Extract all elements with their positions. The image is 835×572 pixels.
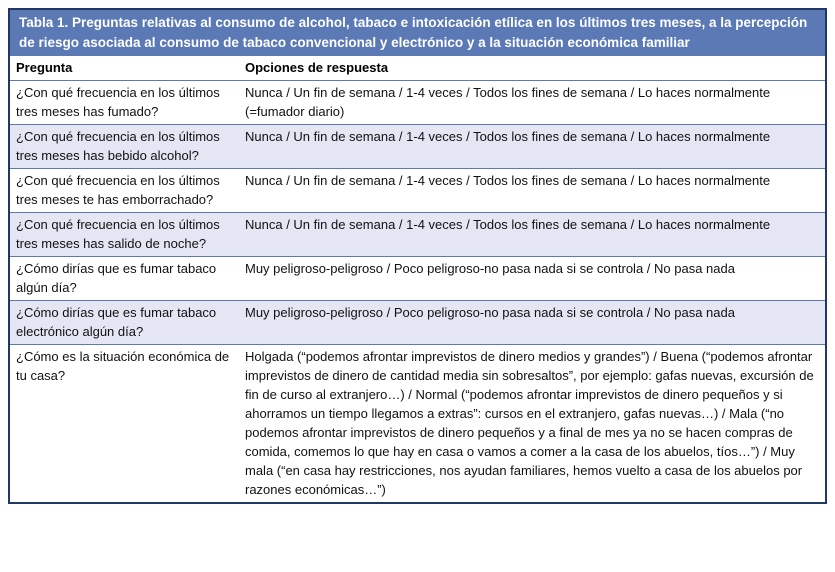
table-row — [10, 213, 825, 257]
question-cell: ¿Cómo dirías que es fumar tabaco algún día? — [10, 257, 239, 301]
question-cell: ¿Con qué frecuencia en los últimos tres meses has salido de noche? — [10, 213, 239, 257]
question-cell: ¿Con qué frecuencia en los últimos tres meses te has emborrachado? — [10, 169, 239, 213]
options-cell: Muy peligroso-peligroso / Poco peligroso-no pasa nada si se controla / No pasa nada — [239, 301, 825, 345]
table-1 — [8, 8, 827, 504]
table-caption — [10, 10, 825, 56]
table-row — [10, 81, 825, 125]
options-cell: Nunca / Un fin de semana / 1-4 veces / Todos los fines de semana / Lo haces normalmente (=fumador diario) — [239, 81, 825, 125]
table-number: Tabla 1. — [19, 15, 69, 30]
table-row — [10, 257, 825, 301]
question-cell: ¿Con qué frecuencia en los últimos tres meses has fumado? — [10, 81, 239, 125]
question-cell: ¿Cómo es la situación económica de tu casa? — [10, 345, 239, 503]
questions-table — [10, 56, 825, 502]
table-row — [10, 125, 825, 169]
table-row — [10, 345, 825, 503]
column-header-row — [10, 56, 825, 81]
options-cell: Holgada (“podemos afrontar imprevistos de dinero medios y grandes”) / Buena (“podemos afrontar imprevistos de dinero de cantidad media sin sobresaltos”, por ejemplo: gafas nuevas, excursión de fin de curso al extranjero…) / Normal (“podemos afrontar imprevistos de dinero pequeños y si ahorramos un tiempo llegamos a extras”: cursos en el extranjero, gafas nuevas…) / Mala (“no podemos afrontar imprevistos de dinero pequeños y a final de mes ya no se hacen compras de comida, comemos lo que hay en casa o vamos a comer a la casa de los abuelos, tíos…”) / Muy mala (“en casa hay restricciones, nos ayudan familiares, hemos vuelto a casa de los abuelos por razones económicas…”) — [239, 345, 825, 503]
table-row — [10, 169, 825, 213]
question-cell: ¿Con qué frecuencia en los últimos tres meses has bebido alcohol? — [10, 125, 239, 169]
options-cell: Nunca / Un fin de semana / 1-4 veces / Todos los fines de semana / Lo haces normalmente — [239, 213, 825, 257]
options-cell: Nunca / Un fin de semana / 1-4 veces / Todos los fines de semana / Lo haces normalmente — [239, 169, 825, 213]
table-row — [10, 301, 825, 345]
column-header-opciones: Opciones de respuesta — [245, 60, 389, 75]
question-cell: ¿Cómo dirías que es fumar tabaco electrónico algún día? — [10, 301, 239, 345]
options-cell: Muy peligroso-peligroso / Poco peligroso-no pasa nada si se controla / No pasa nada — [239, 257, 825, 301]
options-cell: Nunca / Un fin de semana / 1-4 veces / Todos los fines de semana / Lo haces normalmente — [239, 125, 825, 169]
table-title-text: Preguntas relativas al consumo de alcohol, tabaco e intoxicación etílica en los últimos tres meses, a la percepción de riesgo asociada al consumo de tabaco convencional y electrónico y a la situación económica familiar — [19, 15, 808, 50]
column-header-pregunta: Pregunta — [16, 60, 73, 75]
